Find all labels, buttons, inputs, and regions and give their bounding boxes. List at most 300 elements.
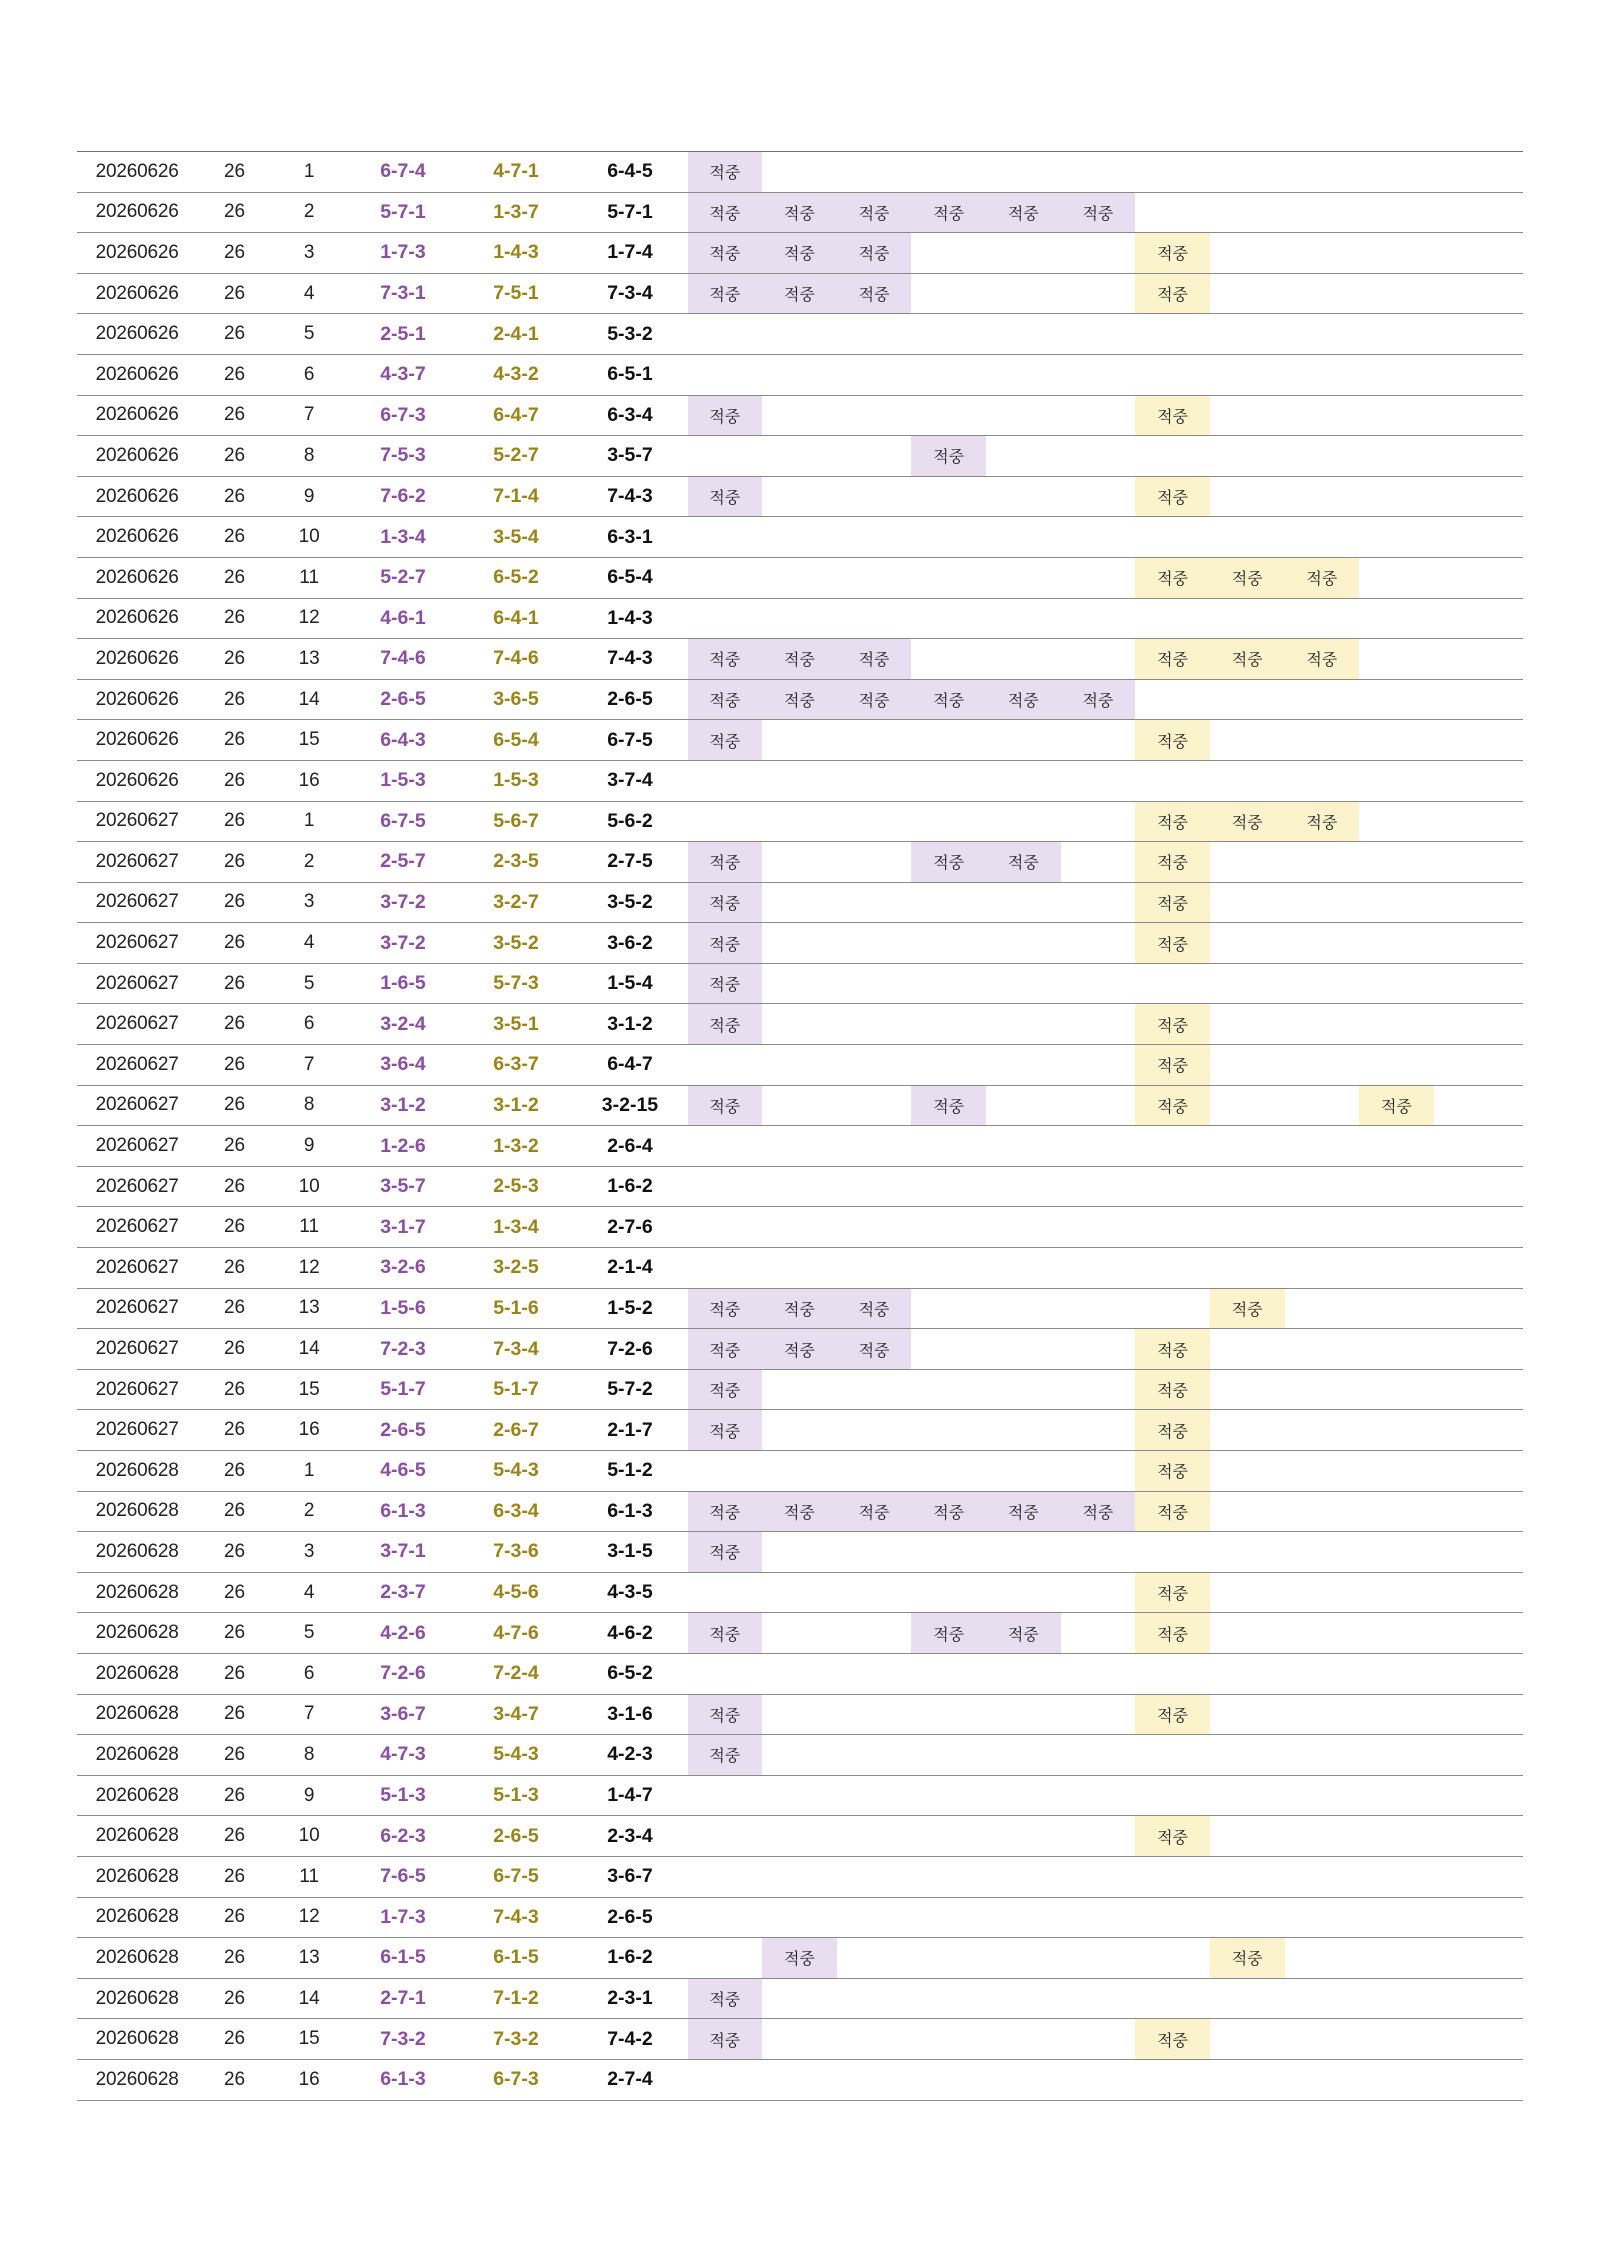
pick1-cell: 6-1-3: [380, 2068, 426, 2091]
result-cell: 6-7-5: [607, 728, 653, 751]
empty-hit-cell: [986, 1288, 1061, 1329]
table-row: [77, 1045, 1523, 1086]
hit-badge-yellow: 적중: [1135, 1410, 1210, 1451]
empty-hit-cell: [762, 517, 837, 558]
empty-hit-cell: [911, 1816, 986, 1857]
result-cell: 2-7-6: [607, 1215, 653, 1238]
empty-hit-cell: [837, 1207, 912, 1248]
empty-hit-cell: [1285, 1491, 1360, 1532]
table-row: [77, 1248, 1523, 1289]
empty-hit-cell: [688, 1897, 763, 1938]
result-cell: 1-4-3: [607, 606, 653, 629]
date-cell: 20260628: [95, 1906, 179, 1928]
result-cell: 3-6-2: [607, 931, 653, 954]
empty-hit-cell: [1359, 801, 1434, 842]
empty-hit-cell: [1135, 1207, 1210, 1248]
empty-hit-cell: [1359, 1045, 1434, 1086]
empty-hit-cell: [1359, 1329, 1434, 1370]
empty-hit-cell: [911, 963, 986, 1004]
hit-badge-yellow: 적중: [1210, 1288, 1285, 1329]
pick1-cell: 3-6-4: [380, 1053, 426, 1076]
pick1-cell: 1-7-3: [380, 1905, 426, 1928]
hit-badge-purple: 적중: [688, 1410, 763, 1451]
hit-badge-yellow: 적중: [1210, 801, 1285, 842]
row-padding: [1434, 882, 1523, 923]
hit-badge-purple: 적중: [986, 679, 1061, 720]
empty-hit-cell: [762, 1410, 837, 1451]
empty-hit-cell: [1135, 354, 1210, 395]
race-cell: 1: [303, 160, 315, 182]
empty-hit-cell: [1285, 1856, 1360, 1897]
table-row: [77, 679, 1523, 720]
table-row: [77, 436, 1523, 477]
date-cell: 20260626: [95, 241, 179, 263]
empty-hit-cell: [1359, 1572, 1434, 1613]
row-padding: [1434, 273, 1523, 314]
hit-badge-yellow: 적중: [1135, 842, 1210, 883]
empty-hit-cell: [1135, 517, 1210, 558]
empty-hit-cell: [1285, 1572, 1360, 1613]
empty-hit-cell: [762, 557, 837, 598]
hit-badge-yellow: 적중: [1135, 273, 1210, 314]
hit-badge-yellow: 적중: [1135, 233, 1210, 274]
date-cell: 20260626: [95, 769, 179, 791]
empty-hit-cell: [837, 314, 912, 355]
empty-hit-cell: [1061, 273, 1136, 314]
result-cell: 3-1-6: [607, 1702, 653, 1725]
hit-badge-yellow: 적중: [1210, 1938, 1285, 1979]
empty-hit-cell: [1210, 395, 1285, 436]
week-cell: 26: [223, 1662, 246, 1684]
result-cell: 6-4-7: [607, 1053, 653, 1076]
empty-hit-cell: [1285, 720, 1360, 761]
pick2-cell: 2-3-5: [493, 850, 539, 873]
hit-badge-purple: 적중: [762, 1938, 837, 1979]
pick2-cell: 1-3-4: [493, 1215, 539, 1238]
pick1-cell: 4-6-5: [380, 1459, 426, 1482]
race-cell: 1: [303, 1459, 315, 1481]
result-cell: 2-6-5: [607, 688, 653, 711]
empty-hit-cell: [837, 1653, 912, 1694]
result-cell: 2-6-5: [607, 1905, 653, 1928]
empty-hit-cell: [762, 152, 837, 193]
hit-badge-purple: 적중: [688, 1694, 763, 1735]
date-cell: 20260628: [95, 1703, 179, 1725]
empty-hit-cell: [1285, 314, 1360, 355]
empty-hit-cell: [911, 639, 986, 680]
empty-hit-cell: [762, 1369, 837, 1410]
empty-hit-cell: [837, 1451, 912, 1492]
pick2-cell: 3-1-2: [493, 1093, 539, 1116]
date-cell: 20260628: [95, 1540, 179, 1562]
hit-badge-yellow: 적중: [1359, 1085, 1434, 1126]
empty-hit-cell: [762, 2019, 837, 2060]
week-cell: 26: [223, 1865, 246, 1887]
race-cell: 13: [298, 1297, 320, 1319]
pick1-cell: 6-4-3: [380, 728, 426, 751]
week-cell: 26: [223, 404, 246, 426]
empty-hit-cell: [762, 1816, 837, 1857]
race-cell: 15: [298, 1378, 320, 1400]
empty-hit-cell: [911, 1775, 986, 1816]
pick2-cell: 6-5-2: [493, 566, 539, 589]
empty-hit-cell: [1285, 1166, 1360, 1207]
empty-hit-cell: [1061, 801, 1136, 842]
empty-hit-cell: [1135, 1978, 1210, 2019]
empty-hit-cell: [837, 152, 912, 193]
week-cell: 26: [223, 1378, 246, 1400]
pick1-cell: 1-2-6: [380, 1134, 426, 1157]
empty-hit-cell: [688, 1126, 763, 1167]
pick2-cell: 2-6-7: [493, 1418, 539, 1441]
empty-hit-cell: [1210, 1856, 1285, 1897]
empty-hit-cell: [986, 1369, 1061, 1410]
table-row: [77, 1978, 1523, 2019]
hit-badge-purple: 적중: [986, 192, 1061, 233]
empty-hit-cell: [1061, 1572, 1136, 1613]
empty-hit-cell: [1359, 639, 1434, 680]
empty-hit-cell: [762, 1451, 837, 1492]
empty-hit-cell: [837, 1816, 912, 1857]
hit-badge-yellow: 적중: [1135, 1329, 1210, 1370]
result-cell: 4-2-3: [607, 1743, 653, 1766]
pick2-cell: 5-4-3: [493, 1459, 539, 1482]
hit-badge-purple: 적중: [688, 1369, 763, 1410]
date-cell: 20260627: [95, 1013, 179, 1035]
pick2-cell: 4-3-2: [493, 363, 539, 386]
empty-hit-cell: [1061, 1369, 1136, 1410]
empty-hit-cell: [986, 923, 1061, 964]
race-cell: 7: [303, 1053, 315, 1075]
pick2-cell: 7-3-4: [493, 1337, 539, 1360]
pick1-cell: 2-5-7: [380, 850, 426, 873]
empty-hit-cell: [1135, 1897, 1210, 1938]
empty-hit-cell: [1359, 1248, 1434, 1289]
empty-hit-cell: [1359, 354, 1434, 395]
pick1-cell: 6-1-3: [380, 1499, 426, 1522]
date-cell: 20260626: [95, 404, 179, 426]
empty-hit-cell: [1061, 1451, 1136, 1492]
empty-hit-cell: [762, 1897, 837, 1938]
pick1-cell: 7-6-5: [380, 1865, 426, 1888]
table-row: [77, 1004, 1523, 1045]
result-cell: 5-7-1: [607, 200, 653, 223]
empty-hit-cell: [1359, 314, 1434, 355]
row-padding: [1434, 923, 1523, 964]
empty-hit-cell: [1061, 1897, 1136, 1938]
table-row: [77, 1451, 1523, 1492]
table-row: [77, 1207, 1523, 1248]
empty-hit-cell: [762, 1694, 837, 1735]
date-cell: 20260627: [95, 1256, 179, 1278]
result-cell: 6-5-4: [607, 566, 653, 589]
empty-hit-cell: [837, 1572, 912, 1613]
week-cell: 26: [223, 485, 246, 507]
empty-hit-cell: [986, 395, 1061, 436]
empty-hit-cell: [762, 354, 837, 395]
date-cell: 20260627: [95, 1053, 179, 1075]
empty-hit-cell: [762, 1045, 837, 1086]
week-cell: 26: [223, 688, 246, 710]
empty-hit-cell: [986, 557, 1061, 598]
week-cell: 26: [223, 1297, 246, 1319]
empty-hit-cell: [1061, 598, 1136, 639]
empty-hit-cell: [762, 1978, 837, 2019]
empty-hit-cell: [1210, 1532, 1285, 1573]
pick2-cell: 3-2-7: [493, 890, 539, 913]
pick1-cell: 2-5-1: [380, 322, 426, 345]
empty-hit-cell: [837, 1248, 912, 1289]
pick2-cell: 7-4-6: [493, 647, 539, 670]
date-cell: 20260626: [95, 363, 179, 385]
pick2-cell: 5-6-7: [493, 809, 539, 832]
empty-hit-cell: [1210, 1369, 1285, 1410]
empty-hit-cell: [1135, 1856, 1210, 1897]
hit-badge-yellow: 적중: [1285, 639, 1360, 680]
empty-hit-cell: [1210, 1978, 1285, 2019]
empty-hit-cell: [1359, 1288, 1434, 1329]
hit-badge-purple: 적중: [688, 1978, 763, 2019]
week-cell: 26: [223, 1825, 246, 1847]
date-cell: 20260628: [95, 1581, 179, 1603]
week-cell: 26: [223, 1216, 246, 1238]
empty-hit-cell: [837, 2019, 912, 2060]
empty-hit-cell: [837, 557, 912, 598]
results-body: [77, 152, 1523, 2101]
empty-hit-cell: [1061, 517, 1136, 558]
empty-hit-cell: [1285, 152, 1360, 193]
hit-badge-yellow: 적중: [1285, 801, 1360, 842]
result-cell: 1-6-2: [607, 1175, 653, 1198]
table-row: [77, 192, 1523, 233]
result-cell: 5-7-2: [607, 1378, 653, 1401]
hit-badge-purple: 적중: [688, 1329, 763, 1370]
pick1-cell: 7-6-2: [380, 485, 426, 508]
empty-hit-cell: [911, 1451, 986, 1492]
date-cell: 20260628: [95, 1662, 179, 1684]
hit-badge-purple: 적중: [762, 639, 837, 680]
empty-hit-cell: [1285, 1816, 1360, 1857]
empty-hit-cell: [986, 1735, 1061, 1776]
row-padding: [1434, 1532, 1523, 1573]
empty-hit-cell: [1135, 1775, 1210, 1816]
pick1-cell: 4-7-3: [380, 1743, 426, 1766]
empty-hit-cell: [762, 1126, 837, 1167]
race-cell: 10: [298, 526, 320, 548]
result-cell: 7-2-6: [607, 1337, 653, 1360]
empty-hit-cell: [911, 760, 986, 801]
result-cell: 1-4-7: [607, 1784, 653, 1807]
date-cell: 20260626: [95, 607, 179, 629]
hit-badge-purple: 적중: [986, 1491, 1061, 1532]
result-cell: 2-3-4: [607, 1824, 653, 1847]
table-row: [77, 963, 1523, 1004]
empty-hit-cell: [762, 1613, 837, 1654]
result-cell: 3-5-2: [607, 890, 653, 913]
empty-hit-cell: [911, 720, 986, 761]
empty-hit-cell: [1359, 152, 1434, 193]
pick2-cell: 3-2-5: [493, 1256, 539, 1279]
empty-hit-cell: [1285, 1653, 1360, 1694]
week-cell: 26: [223, 1743, 246, 1765]
empty-hit-cell: [911, 1045, 986, 1086]
empty-hit-cell: [1210, 273, 1285, 314]
race-cell: 14: [298, 1987, 320, 2009]
race-cell: 7: [303, 404, 315, 426]
hit-badge-yellow: 적중: [1135, 801, 1210, 842]
date-cell: 20260626: [95, 282, 179, 304]
result-cell: 1-6-2: [607, 1946, 653, 1969]
hit-badge-yellow: 적중: [1135, 1451, 1210, 1492]
pick1-cell: 6-7-3: [380, 403, 426, 426]
empty-hit-cell: [1210, 1816, 1285, 1857]
empty-hit-cell: [1285, 476, 1360, 517]
result-cell: 6-1-3: [607, 1499, 653, 1522]
week-cell: 26: [223, 1540, 246, 1562]
week-cell: 26: [223, 1338, 246, 1360]
hit-badge-yellow: 적중: [1135, 1694, 1210, 1735]
table-row: [77, 1126, 1523, 1167]
hit-badge-yellow: 적중: [1135, 1816, 1210, 1857]
table-row: [77, 923, 1523, 964]
empty-hit-cell: [1359, 557, 1434, 598]
empty-hit-cell: [1061, 233, 1136, 274]
week-cell: 26: [223, 1053, 246, 1075]
result-cell: 5-1-2: [607, 1459, 653, 1482]
empty-hit-cell: [1210, 1775, 1285, 1816]
pick2-cell: 6-3-4: [493, 1499, 539, 1522]
empty-hit-cell: [1135, 1166, 1210, 1207]
empty-hit-cell: [837, 1166, 912, 1207]
hit-badge-purple: 적중: [986, 842, 1061, 883]
date-cell: 20260626: [95, 729, 179, 751]
empty-hit-cell: [837, 1938, 912, 1979]
empty-hit-cell: [837, 1694, 912, 1735]
week-cell: 26: [223, 891, 246, 913]
table-row: [77, 1288, 1523, 1329]
date-cell: 20260628: [95, 1987, 179, 2009]
race-cell: 5: [303, 972, 315, 994]
empty-hit-cell: [1359, 1653, 1434, 1694]
empty-hit-cell: [1061, 1126, 1136, 1167]
race-cell: 6: [303, 363, 315, 385]
empty-hit-cell: [837, 2059, 912, 2100]
row-padding: [1434, 679, 1523, 720]
empty-hit-cell: [1210, 1085, 1285, 1126]
hit-badge-purple: 적중: [837, 639, 912, 680]
empty-hit-cell: [911, 1897, 986, 1938]
hit-badge-purple: 적중: [762, 1329, 837, 1370]
pick1-cell: 3-2-6: [380, 1256, 426, 1279]
row-padding: [1434, 2019, 1523, 2060]
table-row: [77, 1938, 1523, 1979]
empty-hit-cell: [837, 1735, 912, 1776]
pick2-cell: 3-4-7: [493, 1702, 539, 1725]
row-padding: [1434, 436, 1523, 477]
row-padding: [1434, 517, 1523, 558]
table-row: [77, 2059, 1523, 2100]
hit-badge-yellow: 적중: [1135, 882, 1210, 923]
empty-hit-cell: [1285, 1045, 1360, 1086]
pick2-cell: 5-1-6: [493, 1296, 539, 1319]
row-padding: [1434, 1248, 1523, 1289]
empty-hit-cell: [1210, 882, 1285, 923]
empty-hit-cell: [1061, 1410, 1136, 1451]
empty-hit-cell: [1359, 1126, 1434, 1167]
race-cell: 16: [298, 769, 320, 791]
empty-hit-cell: [1061, 1288, 1136, 1329]
result-cell: 3-7-4: [607, 769, 653, 792]
week-cell: 26: [223, 1622, 246, 1644]
date-cell: 20260626: [95, 323, 179, 345]
row-padding: [1434, 1004, 1523, 1045]
result-cell: 3-2-15: [601, 1093, 659, 1116]
empty-hit-cell: [911, 923, 986, 964]
empty-hit-cell: [911, 1288, 986, 1329]
week-cell: 26: [223, 1581, 246, 1603]
empty-hit-cell: [911, 2019, 986, 2060]
race-cell: 4: [303, 282, 315, 304]
empty-hit-cell: [1359, 1735, 1434, 1776]
row-padding: [1434, 1775, 1523, 1816]
empty-hit-cell: [1359, 963, 1434, 1004]
hit-badge-yellow: 적중: [1135, 1572, 1210, 1613]
empty-hit-cell: [1210, 1045, 1285, 1086]
hit-badge-purple: 적중: [688, 1491, 763, 1532]
row-padding: [1434, 1369, 1523, 1410]
empty-hit-cell: [688, 1248, 763, 1289]
row-padding: [1434, 395, 1523, 436]
pick2-cell: 7-5-1: [493, 282, 539, 305]
empty-hit-cell: [1359, 1491, 1434, 1532]
empty-hit-cell: [1285, 1613, 1360, 1654]
empty-hit-cell: [911, 1978, 986, 2019]
empty-hit-cell: [1210, 923, 1285, 964]
empty-hit-cell: [1210, 517, 1285, 558]
hit-badge-yellow: 적중: [1135, 2019, 1210, 2060]
empty-hit-cell: [1285, 1004, 1360, 1045]
race-cell: 15: [298, 729, 320, 751]
pick2-cell: 6-4-7: [493, 403, 539, 426]
empty-hit-cell: [688, 1166, 763, 1207]
empty-hit-cell: [1210, 1694, 1285, 1735]
hit-badge-purple: 적중: [837, 1329, 912, 1370]
date-cell: 20260628: [95, 1784, 179, 1806]
row-padding: [1434, 1938, 1523, 1979]
empty-hit-cell: [1061, 1532, 1136, 1573]
empty-hit-cell: [837, 1613, 912, 1654]
empty-hit-cell: [1210, 760, 1285, 801]
empty-hit-cell: [986, 720, 1061, 761]
empty-hit-cell: [837, 476, 912, 517]
empty-hit-cell: [1210, 476, 1285, 517]
date-cell: 20260628: [95, 1622, 179, 1644]
pick2-cell: 7-3-6: [493, 1540, 539, 1563]
pick2-cell: 5-2-7: [493, 444, 539, 467]
date-cell: 20260626: [95, 444, 179, 466]
pick1-cell: 5-1-3: [380, 1784, 426, 1807]
empty-hit-cell: [1285, 2059, 1360, 2100]
race-cell: 2: [303, 1500, 315, 1522]
result-cell: 5-6-2: [607, 809, 653, 832]
table-row: [77, 1532, 1523, 1573]
empty-hit-cell: [986, 1856, 1061, 1897]
week-cell: 26: [223, 1459, 246, 1481]
empty-hit-cell: [762, 1775, 837, 1816]
hit-badge-purple: 적중: [688, 639, 763, 680]
pick1-cell: 6-2-3: [380, 1824, 426, 1847]
table-row: [77, 639, 1523, 680]
